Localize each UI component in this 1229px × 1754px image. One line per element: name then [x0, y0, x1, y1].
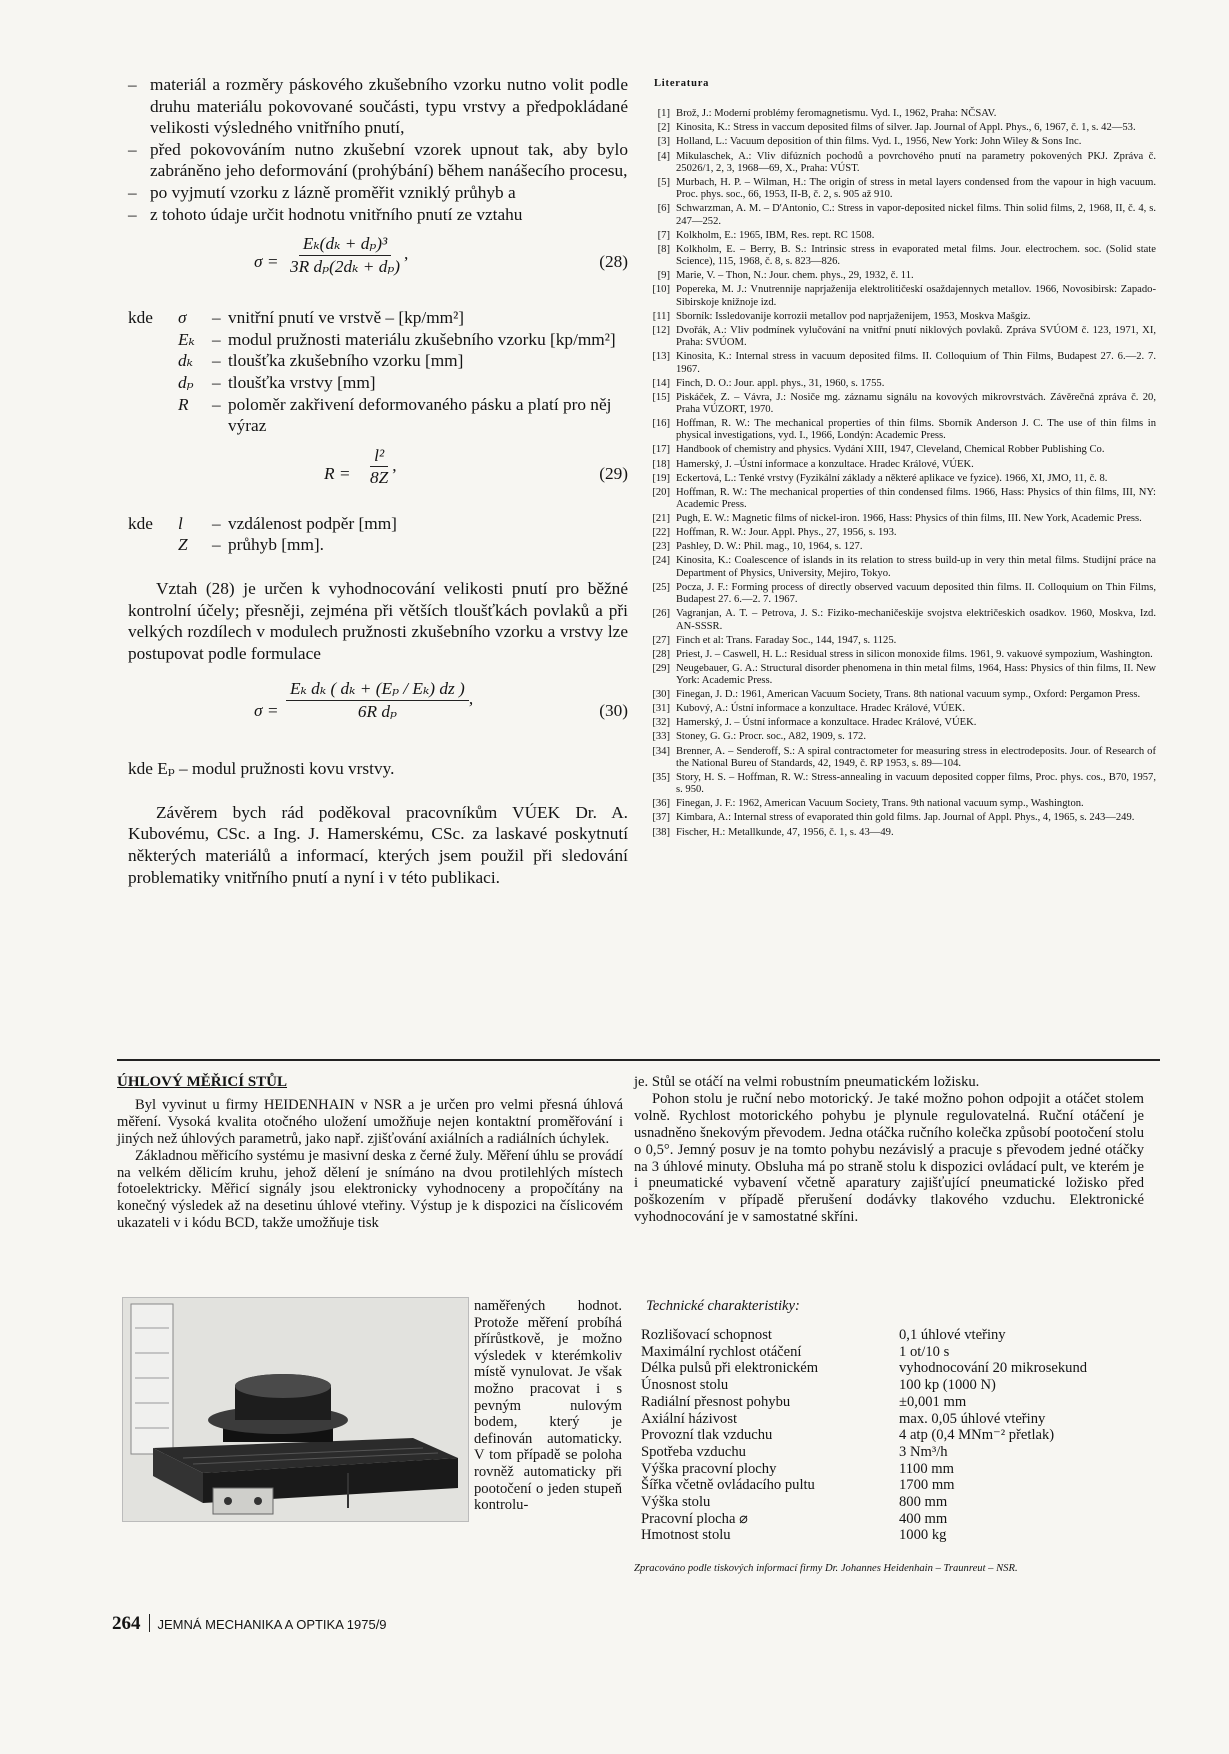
reference-text: Kubový, A.: Ústní informace a konzultace. Hradec Králové, VÚEK.	[676, 703, 965, 715]
paragraph: Základnou měřicího systému je masivní deska z černé žuly. Měření úhlu se provádí na velkém dělicím kruhu, jehož dělení je snímáno na dvou protilehlých místech fotoelektricky. Měřicí signály jsou elektronicky vyhodnoceny a propočítány na konečný výsledek až na desetinu úhlové vteřiny. Výstup je k dispozici na číslicovém ukazateli v i kódu BCD, takže umožňuje tisk	[117, 1147, 623, 1232]
top-left-column	[128, 74, 628, 888]
fraction: $\frac{\text{l²}}{8Z}$	[370, 445, 389, 488]
reference-number: [2]	[657, 122, 670, 134]
photo-side-text: naměřených hodnot. Protože měření probíhá přírůstkově, je možno výsledek v kterémkoliv místě vynulovat. Je však možno pracovat i s pevným nulovým bodem, který je definován automaticky. V tom případě se poloha rovněž automaticky při pootočení o jeden stupeň kontrolu-	[474, 1298, 622, 1514]
reference-number: [7]	[657, 229, 670, 241]
reference-text: Pashley, D. W.: Phil. mag., 10, 1964, s. 127.	[676, 541, 863, 553]
reference-item	[648, 270, 1156, 282]
reference-item	[648, 459, 1156, 471]
reference-text: Kimbara, A.: Internal stress of evaporated thin gold films. Jap. Journal of Appl. Phys., 4, 1965, s. 243—249.	[676, 812, 1135, 824]
reference-text: Hamerský, J. –Ústní informace a konzultace. Hradec Králové, VÚEK.	[676, 458, 974, 470]
spec-value: 1100 mm	[899, 1460, 954, 1477]
reference-text: Murbach, H. P. – Wilman, H.: The origin of stress in metal layers condensed from the vapour in high vacuum. Proc. phys. soc., 66, 1953, II-B, č. 2, s. 905 až 910.	[676, 176, 1156, 201]
journal-name: JEMNÁ MECHANIKA A OPTIKA 1975/9	[157, 1617, 387, 1632]
spec-value: ±0,001 mm	[899, 1393, 967, 1410]
reference-item	[648, 244, 1156, 269]
reference-item	[648, 731, 1156, 743]
article-left-column	[117, 1074, 623, 1232]
page-footer	[112, 1613, 387, 1635]
spec-value: 0,1 úhlové vteřiny	[899, 1327, 1006, 1343]
product-photo	[122, 1297, 469, 1522]
spec-row	[641, 1494, 1161, 1511]
reference-number: [29]	[652, 662, 670, 674]
reference-number: [30]	[652, 689, 670, 701]
spec-row	[641, 1444, 1161, 1461]
reference-number: [20]	[652, 486, 670, 498]
reference-text: Brož, J.: Moderní problémy feromagnetismu. Vyd. I., 1962, Praha: NČSAV.	[676, 108, 997, 120]
reference-item	[648, 177, 1156, 202]
reference-text: Neugebauer, G. A.: Structural disorder phenomena in thin metal films, 1964, Hass: Physics of thin films, II. New York: Academic Press.	[676, 662, 1156, 687]
reference-item	[648, 746, 1156, 771]
section-divider	[117, 1059, 1160, 1061]
reference-text: Mikulaschek, A.: Vliv difúzních pochodů a povrchového pnutí na parametry pokovených PKJ. Zpráva č. 25026/1, 2, 3, 1968—69, X., Praha: VÚST.	[676, 150, 1156, 174]
reference-item	[648, 418, 1156, 443]
spec-row	[641, 1411, 1161, 1428]
reference-item	[648, 772, 1156, 797]
spec-row	[641, 1344, 1161, 1361]
spec-value: max. 0,05 úhlové vteřiny	[899, 1410, 1046, 1427]
reference-item	[648, 378, 1156, 390]
reference-number: [19]	[652, 472, 670, 484]
equation-29: R = $\frac{\text{l²}}{8Z}$ , (29)	[324, 445, 628, 488]
reference-number: [15]	[652, 391, 670, 403]
reference-number: [16]	[652, 418, 670, 430]
definition-row: Eₖ – modul pružnosti materiálu zkušebního vzorku [kp/mm²]	[178, 329, 616, 349]
definition-row: kde σ – vnitřní pnutí ve vrstvě – [kp/mm²]	[128, 308, 465, 328]
specs-title: Technické charakteristiky:	[646, 1298, 800, 1314]
reference-number: [3]	[657, 136, 670, 148]
reference-number: [1]	[657, 108, 670, 120]
reference-text: Popereka, M. J.: Vnutrennije naprjaženija elektrolitičeskí osaždajennych metallov. 1966, Novosibirsk: Zapado-Sibirskoje knižnoje izd.	[676, 284, 1156, 308]
reference-number: [38]	[652, 826, 670, 838]
definition-row: Z – průhyb [mm].	[178, 535, 324, 555]
fraction: $\frac{\text{Eₖ(dₖ + dₚ)³}}{\text{3R dₚ(2dₖ + dₚ)}}$	[290, 234, 401, 276]
reference-text: Handbook of chemistry and physics. Vydání XIII, 1947, Cleveland, Chemical Robber Publishing Co.	[676, 444, 1105, 456]
reference-text: Piskáček, Z. – Vávra, J.: Nosiče mg. záznamu signálu na kovových mikrovrstvách. Závěrečná zpráva č. 20, Praha VÚZORT, 1970.	[676, 391, 1156, 415]
spec-value: 400 mm	[899, 1510, 948, 1527]
reference-number: [9]	[657, 270, 670, 282]
reference-text: Kinosita, K.: Stress in vaccum deposited films of silver. Jap. Journal of Appl. Phys., 6, 1967, č. 1, s. 42—53.	[676, 122, 1136, 134]
list-item: – materiál a rozměry páskového zkušebního vzorku nutno volit podle druhu materiálu pokovované součásti, typu vrstvy a předpokládané velikosti výsledného vnitřního pnutí,	[128, 75, 628, 138]
reference-number: [11]	[652, 310, 670, 322]
reference-text: Vagranjan, A. T. – Petrova, J. S.: Fiziko-mechaničeskije svojstva električeskich osadkov. 1960, Moskva, Izd. AN-SSSR.	[676, 608, 1156, 632]
reference-item	[648, 122, 1156, 134]
source-credit: Zpracováno podle tiskových informací firmy Dr. Johannes Heidenhain – Traunreut – NSR.	[634, 1563, 1018, 1574]
equation-28: σ = $\frac{\text{Eₖ(dₖ + dₚ)³}}{\text{3R dₚ(2dₖ + dₚ)}}$ , (28)	[254, 234, 628, 276]
reference-number: [8]	[657, 243, 670, 255]
paragraph: je. Stůl se otáčí na velmi robustním pneumatickém ložisku.	[634, 1074, 980, 1090]
reference-item	[648, 351, 1156, 376]
reference-item	[648, 311, 1156, 323]
divider	[149, 1614, 150, 1632]
reference-item	[648, 541, 1156, 553]
reference-number: [26]	[652, 608, 670, 620]
spec-label: Délka pulsů při elektronickém	[641, 1360, 819, 1377]
spec-label: Rozlišovací schopnost	[641, 1327, 772, 1343]
reference-number: [34]	[652, 745, 670, 757]
spec-label: Radiální přesnost pohybu	[641, 1393, 791, 1410]
spec-row	[641, 1461, 1161, 1478]
literature-list	[648, 78, 1156, 841]
reference-item	[648, 663, 1156, 688]
reference-text: Finegan, J. D.: 1961, American Vacuum Society, Trans. 8th national vacuum symp., Oxford: Pergamon Press.	[676, 689, 1141, 701]
spec-value: 1 ot/10 s	[899, 1343, 950, 1360]
spec-label: Maximální rychlost otáčení	[641, 1343, 802, 1360]
equation-number: (29)	[599, 463, 628, 483]
reference-number: [12]	[652, 324, 670, 336]
reference-text: Brenner, A. – Senderoff, S.: A spiral contractometer for measuring stress in electrodeposits. Jour. of Research of the National Bureu of Standards, 42, 1949, č. RP 1953, s. 89—104.	[676, 745, 1156, 769]
reference-item	[648, 392, 1156, 417]
spec-label: Spotřeba vzduchu	[641, 1443, 746, 1460]
spec-value: 1700 mm	[899, 1477, 955, 1494]
reference-item	[648, 444, 1156, 456]
reference-text: Kolkholm, E.: 1965, IBM, Res. rept. RC 1508.	[676, 229, 875, 241]
reference-text: Schwarzman, A. M. – D'Antonio, C.: Stress in vapor-deposited nickel films. Thin solid films, 2, 1968, II, č. 4, s. 247—252.	[676, 203, 1156, 227]
reference-number: [4]	[657, 150, 670, 162]
page-number: 264	[112, 1613, 141, 1634]
spec-value: vyhodnocování 20 mikrosekund	[899, 1360, 1088, 1377]
reference-item	[648, 689, 1156, 701]
reference-number: [33]	[652, 731, 670, 743]
reference-number: [21]	[652, 513, 670, 525]
reference-number: [18]	[652, 458, 670, 470]
list-item: – před pokovováním nutno zkušební vzorek upnout tak, aby bylo zabráněno jeho deformování (prohýbání) během nanášecího procesu,	[128, 139, 628, 181]
spec-row	[641, 1377, 1161, 1394]
spec-row	[641, 1427, 1161, 1444]
reference-text: Hamerský, J. – Ústní informace a konzultace. Hradec Králové, VÚEK.	[676, 717, 977, 729]
literature-title: Literatura	[654, 78, 710, 89]
reference-number: [31]	[652, 703, 670, 715]
reference-item	[648, 527, 1156, 539]
reference-item	[648, 608, 1156, 633]
reference-number: [27]	[652, 634, 670, 646]
reference-text: Finch et al: Trans. Faraday Soc., 144, 1947, s. 1125.	[676, 634, 897, 646]
spec-label: Pracovní plocha ⌀	[641, 1510, 748, 1527]
reference-text: Fischer, H.: Metallkunde, 47, 1956, č. 1, s. 43—49.	[676, 826, 894, 838]
spec-row	[641, 1511, 1161, 1528]
spec-value: 1000 kg	[899, 1527, 947, 1544]
reference-text: Hoffman, R. W.: The mechanical properties of thin condensed films. 1966, Hass: Physics of thin films, III, NY: Academic Press.	[676, 486, 1156, 511]
reference-item	[648, 487, 1156, 512]
spec-label: Hmotnost stolu	[641, 1527, 731, 1544]
equation-number: (28)	[599, 252, 628, 272]
spec-row	[641, 1394, 1161, 1411]
reference-item	[648, 635, 1156, 647]
spec-row	[641, 1360, 1161, 1377]
reference-item	[648, 513, 1156, 525]
equation-number: (30)	[599, 701, 628, 721]
reference-item	[648, 151, 1156, 176]
spec-label: Výška stolu	[641, 1494, 711, 1511]
spec-value: 100 kp (1000 N)	[899, 1377, 996, 1394]
reference-text: Sborník: Issledovanije korrozii metallov pod naprjaženijem, 1953, Moskva Mašgiz.	[676, 310, 1031, 322]
paragraph: Závěrem bych rád poděkoval pracovníkům VÚEK Dr. A. Kubovému, CSc. a Ing. J. Hamerskému, CSc. za laskavé poskytnutí některých materiálů a informací, kterých jsem použil při sledování problematiky vnitřního pnutí a nyní i v této publikaci.	[128, 802, 628, 887]
article-right-column	[634, 1074, 1144, 1226]
reference-number: [32]	[652, 717, 670, 729]
reference-item	[648, 649, 1156, 661]
paragraph: Pohon stolu je ruční nebo motorický. Je také možno pohon odpojit a otáčet stolem volně. Rychlost motorického pohybu je plynule regulovatelná. Ruční otáčení je usnadněno šnekovým převodem. Jedna otáčka ručního kolečka způsobí pootočení stolu o 0,5°. Jemný posuv je na tomto pohybu nezávislý a pracuje s převodem jedné otáčky na 3 úhlové minuty. Obsluha má po straně stolu k dispozici ovládací pult, ve kterém je i pneumatické vybavení včetně aparatury zajišťující pneumatické ložisko před poškozením v případě přerušení dodávky tlakového vzduchu. Elektronické vyhodnocování je v samostatné skříni.	[634, 1090, 1144, 1226]
list-item: – z tohoto údaje určit hodnotu vnitřního pnutí ze vztahu	[128, 204, 523, 224]
reference-number: [13]	[652, 351, 670, 363]
reference-number: [23]	[652, 541, 670, 553]
reference-item	[648, 717, 1156, 729]
spec-label: Únosnost stolu	[641, 1377, 729, 1394]
definition-row: R – poloměr zakřivení deformovaného pásku a platí pro něj výraz	[178, 394, 612, 436]
reference-text: Hoffman, R. W.: The mechanical properties of thin films. Sborník Anderson J. C. The use of thin films in physical investigations, vyd. I., 1966, Londýn: Academic Press.	[676, 418, 1156, 442]
reference-number: [10]	[652, 284, 670, 296]
spec-row	[641, 1327, 1161, 1344]
reference-item	[648, 325, 1156, 350]
spec-label: Šířka včetně ovládacího pultu	[641, 1477, 815, 1494]
list-item: – po vyjmutí vzorku z lázně proměřit vzniklý průhyb a	[128, 182, 516, 202]
definition-row: kde l – vzdálenost podpěr [mm]	[128, 513, 397, 533]
reference-text: Finegan, J. F.: 1962, American Vacuum Society, Trans. 9th national vacuum symp., Washington.	[676, 798, 1084, 810]
spec-value: 3 Nm³/h	[899, 1443, 948, 1460]
reference-item	[648, 827, 1156, 839]
measuring-table-illustration	[123, 1298, 468, 1521]
reference-text: Kolkholm, E. – Berry, B. S.: Intrinsic stress in evaporated metal films. Jour. electrochem. soc. (Solid state Science), 115, 1968, č. 8, s. 823—826.	[676, 243, 1156, 268]
reference-text: Eckertová, L.: Tenké vrstvy (Fyzikální základy a některé aplikace ve fyzice). 1966, XI, JMO, 11, č. 8.	[676, 472, 1108, 484]
reference-number: [37]	[652, 812, 670, 824]
reference-item	[648, 284, 1156, 309]
equation-30: σ = $\frac{\text{Eₖ dₖ ( dₖ + (Eₚ / Eₖ) dz )}}{\text{6R dₚ}}$ , (30)	[254, 679, 628, 721]
reference-text: Pugh, E. W.: Magnetic films of nickel-iron. 1966, Hass: Physics of thin films, III. New York, Academic Press.	[676, 513, 1142, 525]
reference-item	[648, 812, 1156, 824]
reference-item	[648, 703, 1156, 715]
reference-text: Dvořák, A.: Vliv podmínek vylučování na vnitřní pnutí niklových povlaků. Zpráva SVÚOM č. 123, 1971, XI, Praha: SVÚOM.	[676, 324, 1156, 349]
specs-table	[641, 1327, 1161, 1544]
reference-item	[648, 582, 1156, 607]
paragraph: kde Eₚ – modul pružnosti kovu vrstvy.	[128, 759, 395, 779]
reference-item	[648, 798, 1156, 810]
reference-number: [14]	[652, 377, 670, 389]
definition-row: dₖ – tloušťka zkušebního vzorku [mm]	[178, 351, 464, 371]
reference-number: [25]	[652, 581, 670, 593]
reference-text: Pocza, J. F.: Forming process of directly observed vacuum deposited thin films. II. Colloquium on Thin Films, Budapest 27. 6.—2. 7. 1967.	[676, 581, 1156, 606]
spec-row	[641, 1477, 1161, 1494]
spec-label: Axiální házivost	[641, 1410, 738, 1427]
paragraph: Vztah (28) je určen k vyhodnocování velikosti pnutí pro běžné kontrolní účely; přesněji, zejména při větších tloušťkách povlaků a při velkých rozdílech v modulech pružnosti zkušebního vzorku a vrstvy lze postupovat podle formulace	[128, 578, 628, 663]
reference-number: [35]	[652, 771, 670, 783]
paragraph: Byl vyvinut u firmy HEIDENHAIN v NSR a je určen pro velmi přesná úhlová měření. Vysoká kvalita otočného uložení umožňuje nejen kontaktní proměřování i jiných než úhlových parametrů, jako např. zjišťování axiálních a radiálních úchylek.	[117, 1096, 623, 1147]
reference-number: [22]	[652, 527, 670, 539]
reference-item	[648, 108, 1156, 120]
spec-label: Provozní tlak vzduchu	[641, 1427, 773, 1444]
reference-text: Holland, L.: Vacuum deposition of thin films. Vyd. I., 1956, New York: John Wiley & Sons Inc.	[676, 136, 1082, 148]
reference-text: Marie, V. – Thon, N.: Jour. chem. phys., 29, 1932, č. 11.	[676, 270, 914, 282]
reference-text: Priest, J. – Caswell, H. L.: Residual stress in silicon monoxide films. 1961, 9. vakuové sympozium, Washington.	[676, 648, 1153, 660]
article-title: ÚHLOVÝ MĚŘICÍ STŮL	[117, 1074, 288, 1090]
fraction: $\frac{\text{Eₖ dₖ ( dₖ + (Eₚ / Eₖ) dz )}}{\text{6R dₚ}}$	[286, 678, 469, 722]
spec-value: 4 atp (0,4 MNm⁻² přetlak)	[899, 1427, 1055, 1444]
symbol-definitions	[128, 513, 628, 556]
reference-number: [28]	[652, 648, 670, 660]
reference-number: [5]	[657, 176, 670, 188]
reference-item	[648, 555, 1156, 580]
reference-text: Finch, D. O.: Jour. appl. phys., 31, 1960, s. 1755.	[676, 377, 885, 389]
spec-value: 800 mm	[899, 1494, 948, 1511]
reference-text: Story, H. S. – Hoffman, R. W.: Stress-annealing in vacuum deposited copper films, Proc. phys. cos., B70, 1957, s. 950.	[676, 771, 1156, 796]
reference-item	[648, 136, 1156, 148]
symbol-definitions	[128, 307, 628, 437]
reference-item	[648, 473, 1156, 485]
reference-item	[648, 230, 1156, 242]
reference-text: Kinosita, K.: Coalescence of islands in its relation to stress build-up in very thin metal films. Studijní práce na Department of Physics, University, Mejiro, Tokyo.	[676, 555, 1156, 579]
reference-text: Kinosita, K.: Internal stress in vacuum deposited films. II. Colloquium of Thin Films, Budapest 27. 6.—2. 7. 1967.	[676, 351, 1156, 375]
reference-number: [17]	[652, 444, 670, 456]
reference-number: [36]	[652, 798, 670, 810]
reference-item	[648, 203, 1156, 228]
spec-row	[641, 1527, 1161, 1544]
reference-text: Hoffman, R. W.: Jour. Appl. Phys., 27, 1956, s. 193.	[676, 527, 897, 539]
definition-row: dₚ – tloušťka vrstvy [mm]	[178, 372, 376, 392]
reference-number: [24]	[652, 555, 670, 567]
spec-label: Výška pracovní plochy	[641, 1460, 777, 1477]
reference-number: [6]	[657, 203, 670, 215]
reference-text: Stoney, G. G.: Procr. soc., A82, 1909, s. 172.	[676, 731, 866, 743]
